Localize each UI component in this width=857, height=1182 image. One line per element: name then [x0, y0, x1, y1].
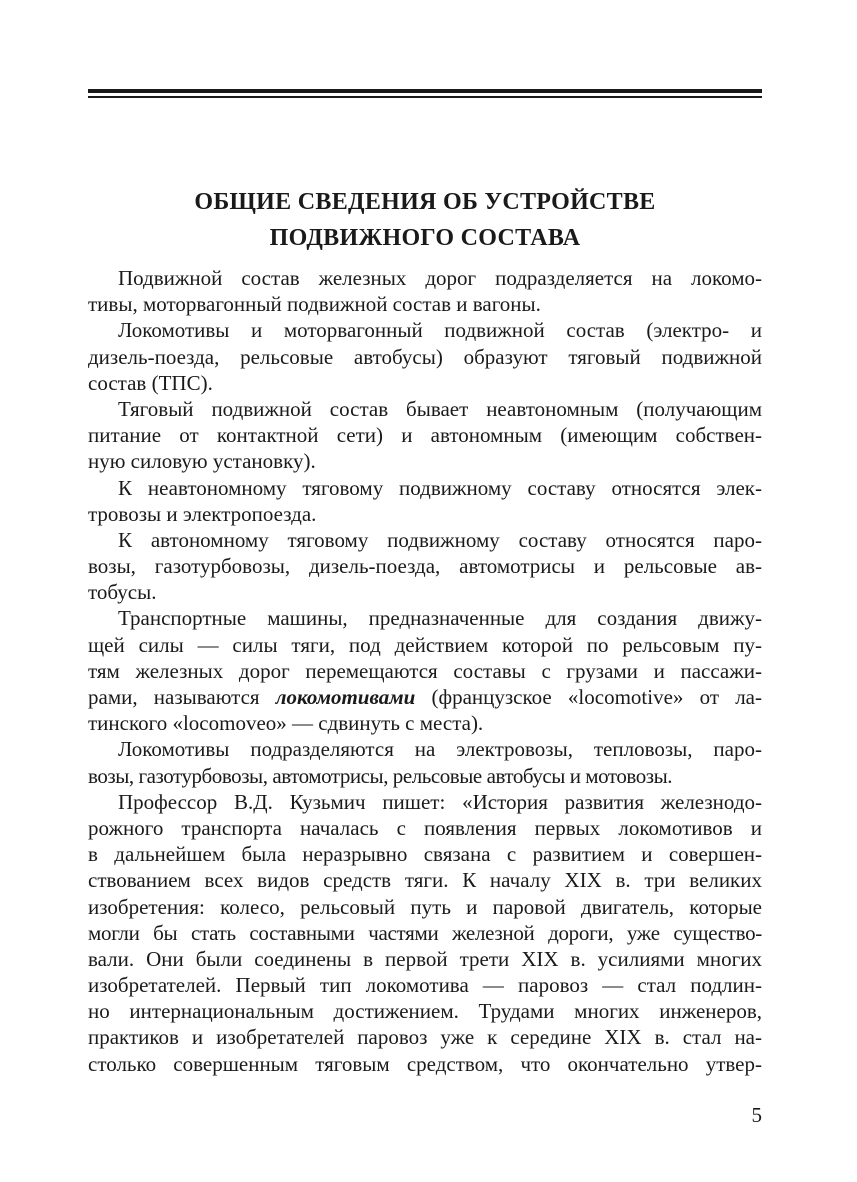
- text-line: питание от контактной сети) и автономным (имеющим собствен-: [88, 423, 762, 448]
- text-line: могли бы стать составными частями железной дороги, уже существо-: [88, 920, 762, 945]
- text-line: возы, газотурбовозы, автомотрисы, рельсовые автобусы и мотовозы.: [88, 763, 673, 788]
- text-line: в дальнейшем была неразрывно связана с развитием и совершен-: [88, 842, 762, 867]
- section-title: [88, 184, 762, 256]
- emphasized-term: локомотивами: [275, 685, 416, 709]
- text-line: щей силы — силы тяги, под действием которой по рельсовым пу-: [88, 632, 762, 657]
- text-line: К автономному тяговому подвижному составу относятся паро-: [118, 527, 762, 552]
- text-fragment: рами, называются: [88, 685, 276, 709]
- text-line: Локомотивы и моторвагонный подвижной состав (электро- и: [118, 318, 762, 343]
- paragraph: [88, 789, 762, 1077]
- text-line: тинского «locomoveo» — сдвинуть с места).: [88, 711, 484, 736]
- paragraph: [88, 605, 762, 736]
- section-title-line-2: ПОДВИЖНОГО СОСТАВА: [269, 225, 581, 251]
- text-line: дизель-поезда, рельсовые автобусы) образуют тяговый подвижной: [88, 344, 762, 369]
- text-line: вали. Они были соединены в первой трети XIX в. усилиями многих: [88, 946, 762, 971]
- text-line: К неавтономному тяговому подвижному составу относятся элек-: [118, 475, 762, 500]
- text-line: ствованием всех видов средств тяги. К началу XIX в. три великих: [88, 868, 762, 893]
- text-line-with-emphasis: [88, 684, 762, 710]
- text-line: Транспортные машины, предназначенные для создания движу-: [118, 606, 762, 631]
- text-line: столько совершенным тяговым средством, что окончательно утвер-: [88, 1051, 762, 1076]
- text-line: тивы, моторвагонный подвижной состав и вагоны.: [88, 292, 541, 317]
- text-line: ную силовую установку).: [88, 449, 316, 474]
- paragraph: [88, 736, 762, 788]
- text-line: состав (ТПС).: [88, 370, 213, 395]
- text-line: Профессор В.Д. Кузьмич пишет: «История развития железнодо-: [118, 789, 762, 814]
- paragraph: [88, 475, 762, 527]
- paragraph: [88, 265, 762, 317]
- text-line: изобретателей. Первый тип локомотива — паровоз — стал подлин-: [88, 973, 762, 998]
- header-rule-thick: [88, 89, 762, 93]
- section-title-line-1: ОБЩИЕ СВЕДЕНИЯ ОБ УСТРОЙСТВЕ: [194, 189, 656, 215]
- paragraph: [88, 396, 762, 475]
- text-line: Подвижной состав железных дорог подразделяется на локомо-: [118, 266, 762, 290]
- text-line: тям железных дорог перемещаются составы с грузами и пассажи-: [88, 658, 762, 683]
- text-line: тобусы.: [88, 580, 157, 605]
- body-text: [88, 265, 762, 1077]
- text-line: практиков и изобретателей паровоз уже к середине XIX в. стал на-: [88, 1025, 762, 1050]
- text-line: но интернациональным достижением. Трудами многих инженеров,: [88, 999, 762, 1024]
- text-line: изобретения: колесо, рельсовый путь и паровой двигатель, которые: [88, 894, 762, 919]
- text-line: возы, газотурбовозы, дизель-поезда, автомотрисы и рельсовые ав-: [88, 554, 762, 579]
- header-rule-thin: [88, 96, 762, 98]
- text-line: Тяговый подвижной состав бывает неавтономным (получающим: [118, 396, 762, 421]
- paragraph: [88, 527, 762, 606]
- page-number: 5: [751, 1103, 762, 1127]
- text-line: тровозы и электропоезда.: [88, 501, 317, 526]
- text-line: Локомотивы подразделяются на электровозы, тепловозы, паро-: [118, 737, 762, 762]
- paragraph: [88, 317, 762, 396]
- text-fragment: (французское «locomotive» от ла-: [415, 685, 762, 709]
- text-line: рожного транспорта началась с появления первых локомотивов и: [88, 815, 762, 840]
